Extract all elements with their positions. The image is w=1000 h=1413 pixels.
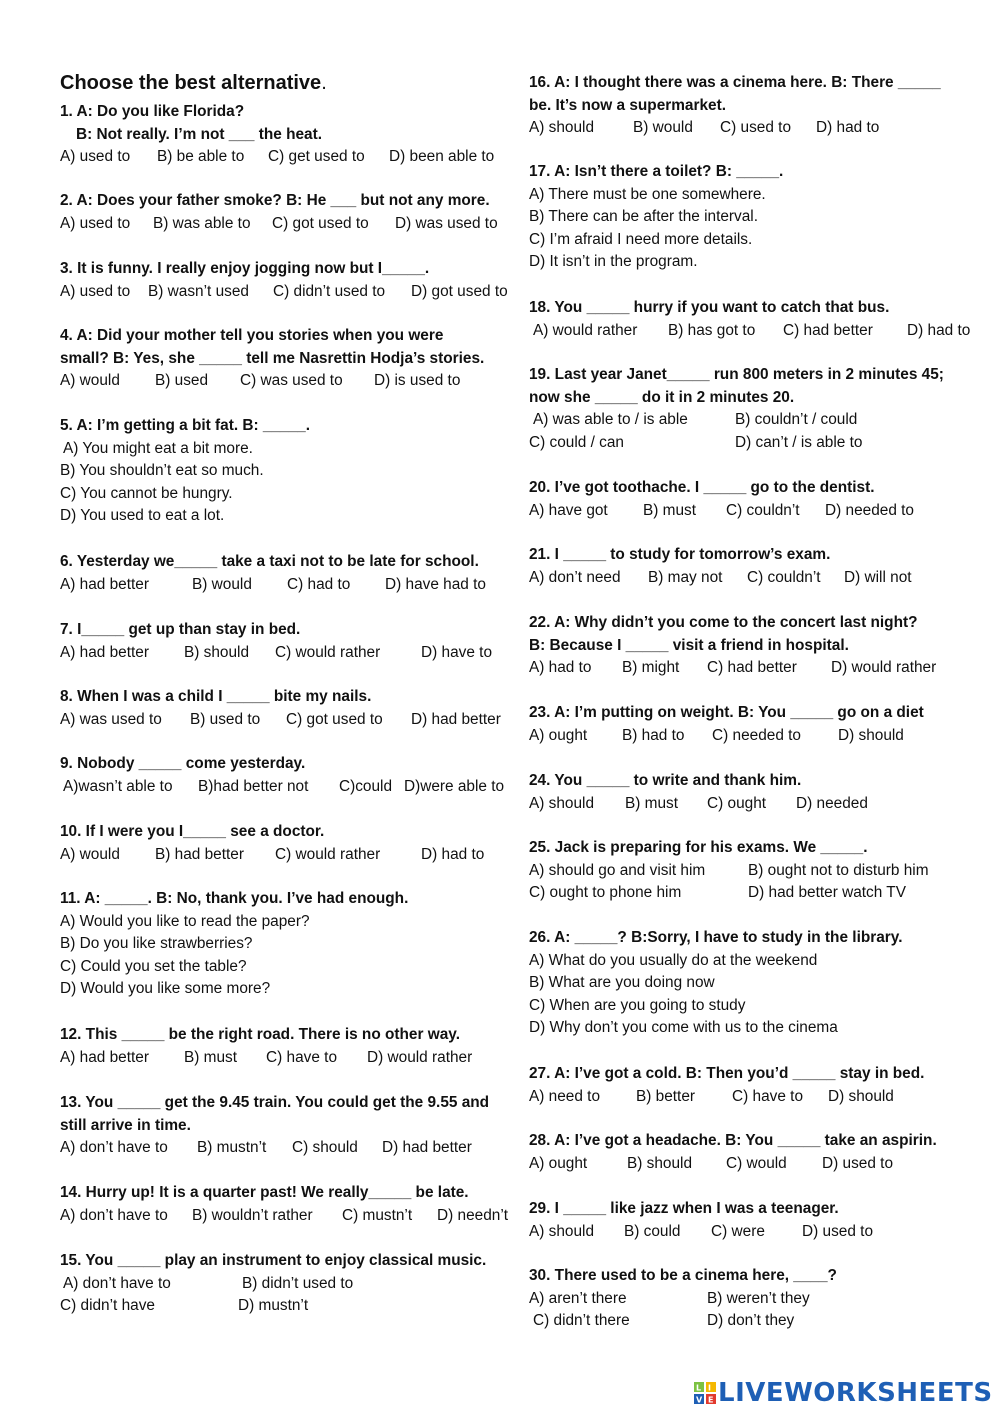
option-a[interactable]: A) used to bbox=[60, 282, 131, 300]
option-a[interactable]: A) aren’t there bbox=[529, 1289, 627, 1307]
option-b[interactable]: B) could bbox=[624, 1222, 681, 1240]
question-text: 17. A: Isn’t there a toilet? B: _____. bbox=[529, 163, 784, 180]
option-a[interactable]: A) used to bbox=[60, 214, 131, 232]
option-d[interactable]: D) had to bbox=[421, 845, 485, 863]
option-a[interactable]: A) What do you usually do at the weekend bbox=[529, 951, 818, 969]
question-text: 26. A: _____? B:Sorry, I have to study in the library. bbox=[529, 929, 903, 946]
svg-text:I: I bbox=[708, 1383, 711, 1393]
option-a[interactable]: A) would bbox=[60, 372, 120, 389]
question-text: be. It’s now a supermarket. bbox=[529, 96, 727, 114]
option-b[interactable]: B) may not bbox=[648, 568, 723, 586]
option-d[interactable]: D) don’t they bbox=[707, 1312, 795, 1329]
option-a[interactable]: A) You might eat a bit more. bbox=[63, 439, 253, 457]
question-text: 1. A: Do you like Florida? bbox=[60, 103, 245, 120]
option-b[interactable]: B) You shouldn’t eat so much. bbox=[60, 462, 264, 479]
option-c[interactable]: C) couldn’t bbox=[726, 501, 800, 519]
option-b[interactable]: B) weren’t they bbox=[707, 1289, 810, 1307]
option-d[interactable]: D) had better bbox=[411, 710, 501, 728]
svg-text:E: E bbox=[708, 1395, 714, 1404]
question-text: 11. A: _____. B: No, thank you. I’ve had enough. bbox=[60, 890, 409, 907]
option-a[interactable]: A) don’t need bbox=[529, 568, 621, 586]
option-b[interactable]: B) had to bbox=[622, 726, 685, 744]
option-c[interactable]: C) could / can bbox=[529, 433, 624, 451]
option-c[interactable]: C) got used to bbox=[272, 214, 369, 232]
option-c[interactable]: C) ought to phone him bbox=[529, 884, 682, 901]
option-a[interactable]: A) had better bbox=[60, 1048, 149, 1066]
option-c[interactable]: C) couldn’t bbox=[747, 568, 821, 586]
option-c[interactable]: C) got used to bbox=[286, 710, 383, 728]
option-d[interactable]: D) Would you like some more? bbox=[60, 980, 271, 997]
option-d[interactable]: D) Why don’t you come with us to the cinema bbox=[529, 1019, 838, 1036]
option-a[interactable]: A) should go and visit him bbox=[529, 861, 706, 879]
option-a[interactable]: A) have got bbox=[529, 501, 608, 519]
question-text: 10. If I were you I_____ see a doctor. bbox=[60, 823, 325, 840]
option-b[interactable]: B) should bbox=[627, 1154, 693, 1172]
option-d[interactable]: D) been able to bbox=[389, 148, 495, 165]
page-title: Choose the best alternative. bbox=[60, 72, 327, 94]
option-d[interactable]: D) had better watch TV bbox=[748, 884, 906, 901]
option-b[interactable]: B) wouldn’t rather bbox=[192, 1206, 313, 1224]
option-a[interactable]: A) used to bbox=[60, 148, 131, 165]
option-b[interactable]: B) There can be after the interval. bbox=[529, 208, 758, 225]
option-c[interactable]: C) needed to bbox=[712, 726, 801, 744]
option-d[interactable]: D) needed to bbox=[825, 501, 914, 519]
option-d[interactable]: D) had to bbox=[816, 119, 880, 136]
question-text: 7. I_____ get up than stay in bed. bbox=[60, 621, 301, 638]
option-c[interactable]: C) had better bbox=[783, 321, 873, 339]
option-d[interactable]: D) used to bbox=[822, 1154, 894, 1172]
option-b[interactable]: B) be able to bbox=[157, 148, 245, 165]
option-c[interactable]: C) used to bbox=[720, 119, 792, 136]
option-a[interactable]: A) should bbox=[529, 1222, 595, 1240]
option-d[interactable]: D) had better bbox=[382, 1139, 472, 1156]
option-b[interactable]: B)had better not bbox=[198, 777, 309, 795]
option-c[interactable]: C) get used to bbox=[268, 148, 365, 165]
question-text: 21. I _____ to study for tomorrow’s exam. bbox=[529, 546, 831, 563]
option-c[interactable]: C) was used to bbox=[240, 372, 343, 389]
option-d[interactable]: D) It isn’t in the program. bbox=[529, 253, 698, 270]
option-c[interactable]: C) were bbox=[711, 1222, 765, 1240]
option-d[interactable]: D) needed bbox=[796, 794, 868, 812]
option-d[interactable]: D) is used to bbox=[374, 372, 461, 389]
option-c[interactable]: C) had to bbox=[287, 575, 351, 593]
option-c[interactable]: C) have to bbox=[266, 1048, 338, 1066]
option-d[interactable]: D) have to bbox=[421, 643, 493, 661]
option-c[interactable]: C) would rather bbox=[275, 643, 381, 661]
option-a[interactable]: A) would bbox=[60, 845, 120, 863]
option-b[interactable]: B) mustn’t bbox=[197, 1139, 267, 1156]
option-a[interactable]: A) ought bbox=[529, 726, 588, 744]
option-c[interactable]: C)could bbox=[339, 777, 393, 795]
option-c[interactable]: C) Could you set the table? bbox=[60, 957, 247, 975]
liveworksheets-logo bbox=[694, 1376, 993, 1410]
option-d[interactable]: D) got used to bbox=[411, 282, 508, 300]
option-b[interactable]: B) must bbox=[643, 501, 697, 519]
option-a[interactable]: A) had better bbox=[60, 575, 149, 593]
option-c[interactable]: C) didn’t have bbox=[60, 1297, 155, 1314]
question-text: 22. A: Why didn’t you come to the concert last night? bbox=[529, 614, 918, 631]
question-text: now she _____ do it in 2 minutes 20. bbox=[529, 388, 795, 406]
option-a[interactable]: A) would rather bbox=[533, 321, 638, 339]
option-b[interactable]: B) was able to bbox=[153, 214, 251, 232]
question-text: 9. Nobody _____ come yesterday. bbox=[60, 755, 306, 772]
option-b[interactable]: B) didn’t used to bbox=[242, 1274, 354, 1292]
option-a[interactable]: A) had to bbox=[529, 659, 592, 676]
question-text: 2. A: Does your father smoke? B: He ___ but not any more. bbox=[60, 192, 490, 209]
option-c[interactable]: C) I’m afraid I need more details. bbox=[529, 230, 753, 248]
option-a[interactable]: A) There must be one somewhere. bbox=[529, 185, 766, 203]
option-b[interactable]: B) ought not to disturb him bbox=[748, 861, 929, 879]
option-b[interactable]: B) better bbox=[636, 1087, 696, 1105]
question-text: 8. When I was a child I _____ bite my nails. bbox=[60, 688, 372, 705]
option-b[interactable]: B) would bbox=[192, 575, 252, 593]
option-b[interactable]: B) What are you doing now bbox=[529, 974, 715, 991]
option-a[interactable]: A) was able to / is able bbox=[533, 411, 688, 428]
question-text: 6. Yesterday we_____ take a taxi not to be late for school. bbox=[60, 553, 479, 570]
option-a[interactable]: A) need to bbox=[529, 1087, 601, 1105]
question-text: 15. You _____ play an instrument to enjoy classical music. bbox=[60, 1252, 487, 1269]
option-b[interactable]: B) must bbox=[625, 794, 679, 812]
option-d[interactable]: D) will not bbox=[844, 568, 912, 586]
question-text: B: Not really. I’m not ___ the heat. bbox=[76, 125, 323, 143]
option-d[interactable]: D) would rather bbox=[367, 1048, 473, 1066]
option-d[interactable]: D) mustn’t bbox=[238, 1297, 309, 1314]
option-d[interactable]: D) would rather bbox=[831, 659, 937, 676]
option-b[interactable]: B) should bbox=[184, 643, 250, 661]
question-text: 19. Last year Janet_____ run 800 meters in 2 minutes 45; bbox=[529, 366, 944, 383]
question-text: 20. I’ve got toothache. I _____ go to the dentist. bbox=[529, 479, 875, 496]
option-d[interactable]: D)were able to bbox=[404, 777, 505, 795]
option-a[interactable]: A) should bbox=[529, 119, 595, 136]
option-c[interactable]: C) ought bbox=[707, 794, 767, 812]
option-b[interactable]: B) couldn’t / could bbox=[735, 411, 858, 428]
question-text: 4. A: Did your mother tell you stories when you were bbox=[60, 327, 444, 344]
option-a[interactable]: A) was used to bbox=[60, 710, 162, 728]
option-a[interactable]: A) don’t have to bbox=[63, 1274, 171, 1292]
option-c[interactable]: C) would rather bbox=[275, 845, 381, 863]
option-d[interactable]: D) can’t / is able to bbox=[735, 433, 863, 451]
question-text: 25. Jack is preparing for his exams. We _____. bbox=[529, 839, 868, 856]
option-d[interactable]: D) You used to eat a lot. bbox=[60, 507, 225, 524]
option-c[interactable]: C) should bbox=[292, 1139, 358, 1156]
option-c[interactable]: C) didn’t used to bbox=[273, 282, 386, 300]
option-d[interactable]: D) should bbox=[828, 1087, 894, 1105]
question-text: 13. You _____ get the 9.45 train. You could get the 9.55 and bbox=[60, 1094, 490, 1111]
question-text: 16. A: I thought there was a cinema here. B: There _____ bbox=[529, 74, 941, 91]
question-text: B: Because I _____ visit a friend in hospital. bbox=[529, 636, 849, 654]
question-text: 27. A: I’ve got a cold. B: Then you’d _____ stay in bed. bbox=[529, 1065, 925, 1082]
question-text: 29. I _____ like jazz when I was a teenager. bbox=[529, 1200, 839, 1217]
logo-grid-icon bbox=[694, 1382, 716, 1404]
question-text: still arrive in time. bbox=[60, 1116, 191, 1134]
option-d[interactable]: D) should bbox=[838, 726, 904, 744]
question-text: 28. A: I’ve got a headache. B: You _____ take an aspirin. bbox=[529, 1132, 937, 1149]
question-text: 18. You _____ hurry if you want to catch that bus. bbox=[529, 299, 890, 316]
option-a[interactable]: A) don’t have to bbox=[60, 1139, 168, 1156]
option-d[interactable]: D) used to bbox=[802, 1222, 874, 1240]
option-c[interactable]: C) You cannot be hungry. bbox=[60, 484, 233, 502]
question-text: 24. You _____ to write and thank him. bbox=[529, 772, 802, 789]
option-c[interactable]: C) would bbox=[726, 1154, 787, 1172]
question-text: 12. This _____ be the right road. There is no other way. bbox=[60, 1026, 460, 1043]
option-a[interactable]: A) Would you like to read the paper? bbox=[60, 912, 310, 930]
option-b[interactable]: B) used bbox=[155, 372, 209, 389]
option-b[interactable]: B) would bbox=[633, 119, 693, 136]
option-d[interactable]: D) was used to bbox=[395, 214, 498, 232]
option-a[interactable]: A) should bbox=[529, 794, 595, 812]
option-b[interactable]: B) wasn’t used bbox=[148, 282, 249, 300]
option-b[interactable]: B) had better bbox=[155, 845, 244, 863]
option-b[interactable]: B) must bbox=[184, 1048, 238, 1066]
option-a[interactable]: A) had better bbox=[60, 643, 149, 661]
option-d[interactable]: D) have had to bbox=[385, 575, 486, 593]
option-b[interactable]: B) might bbox=[622, 659, 680, 676]
option-b[interactable]: B) has got to bbox=[668, 321, 756, 339]
option-a[interactable]: A)wasn’t able to bbox=[63, 777, 173, 795]
logo-text: LIVEWORKSHEETS bbox=[718, 1378, 993, 1408]
option-a[interactable]: A) don’t have to bbox=[60, 1206, 168, 1224]
option-c[interactable]: C) didn’t there bbox=[533, 1312, 630, 1329]
option-a[interactable]: A) ought bbox=[529, 1154, 588, 1172]
svg-text:V: V bbox=[696, 1395, 703, 1404]
question-text: 23. A: I’m putting on weight. B: You _____ go on a diet bbox=[529, 704, 924, 721]
option-c[interactable]: C) had better bbox=[707, 659, 797, 676]
option-b[interactable]: B) Do you like strawberries? bbox=[60, 935, 253, 952]
question-text: small? B: Yes, she _____ tell me Nasrettin Hodja’s stories. bbox=[60, 349, 485, 367]
question-text: 30. There used to be a cinema here, ____? bbox=[529, 1267, 837, 1284]
question-text: 14. Hurry up! It is a quarter past! We really_____ be late. bbox=[60, 1184, 469, 1201]
option-b[interactable]: B) used to bbox=[190, 710, 261, 728]
option-c[interactable]: C) have to bbox=[732, 1087, 804, 1105]
svg-text:L: L bbox=[696, 1383, 702, 1393]
option-d[interactable]: D) needn’t bbox=[437, 1206, 509, 1224]
option-c[interactable]: C) When are you going to study bbox=[529, 996, 746, 1014]
question-text: 5. A: I’m getting a bit fat. B: _____. bbox=[60, 417, 310, 434]
option-c[interactable]: C) mustn’t bbox=[342, 1206, 413, 1224]
question-text: 3. It is funny. I really enjoy jogging now but I_____. bbox=[60, 260, 430, 277]
option-d[interactable]: D) had to bbox=[907, 321, 971, 339]
